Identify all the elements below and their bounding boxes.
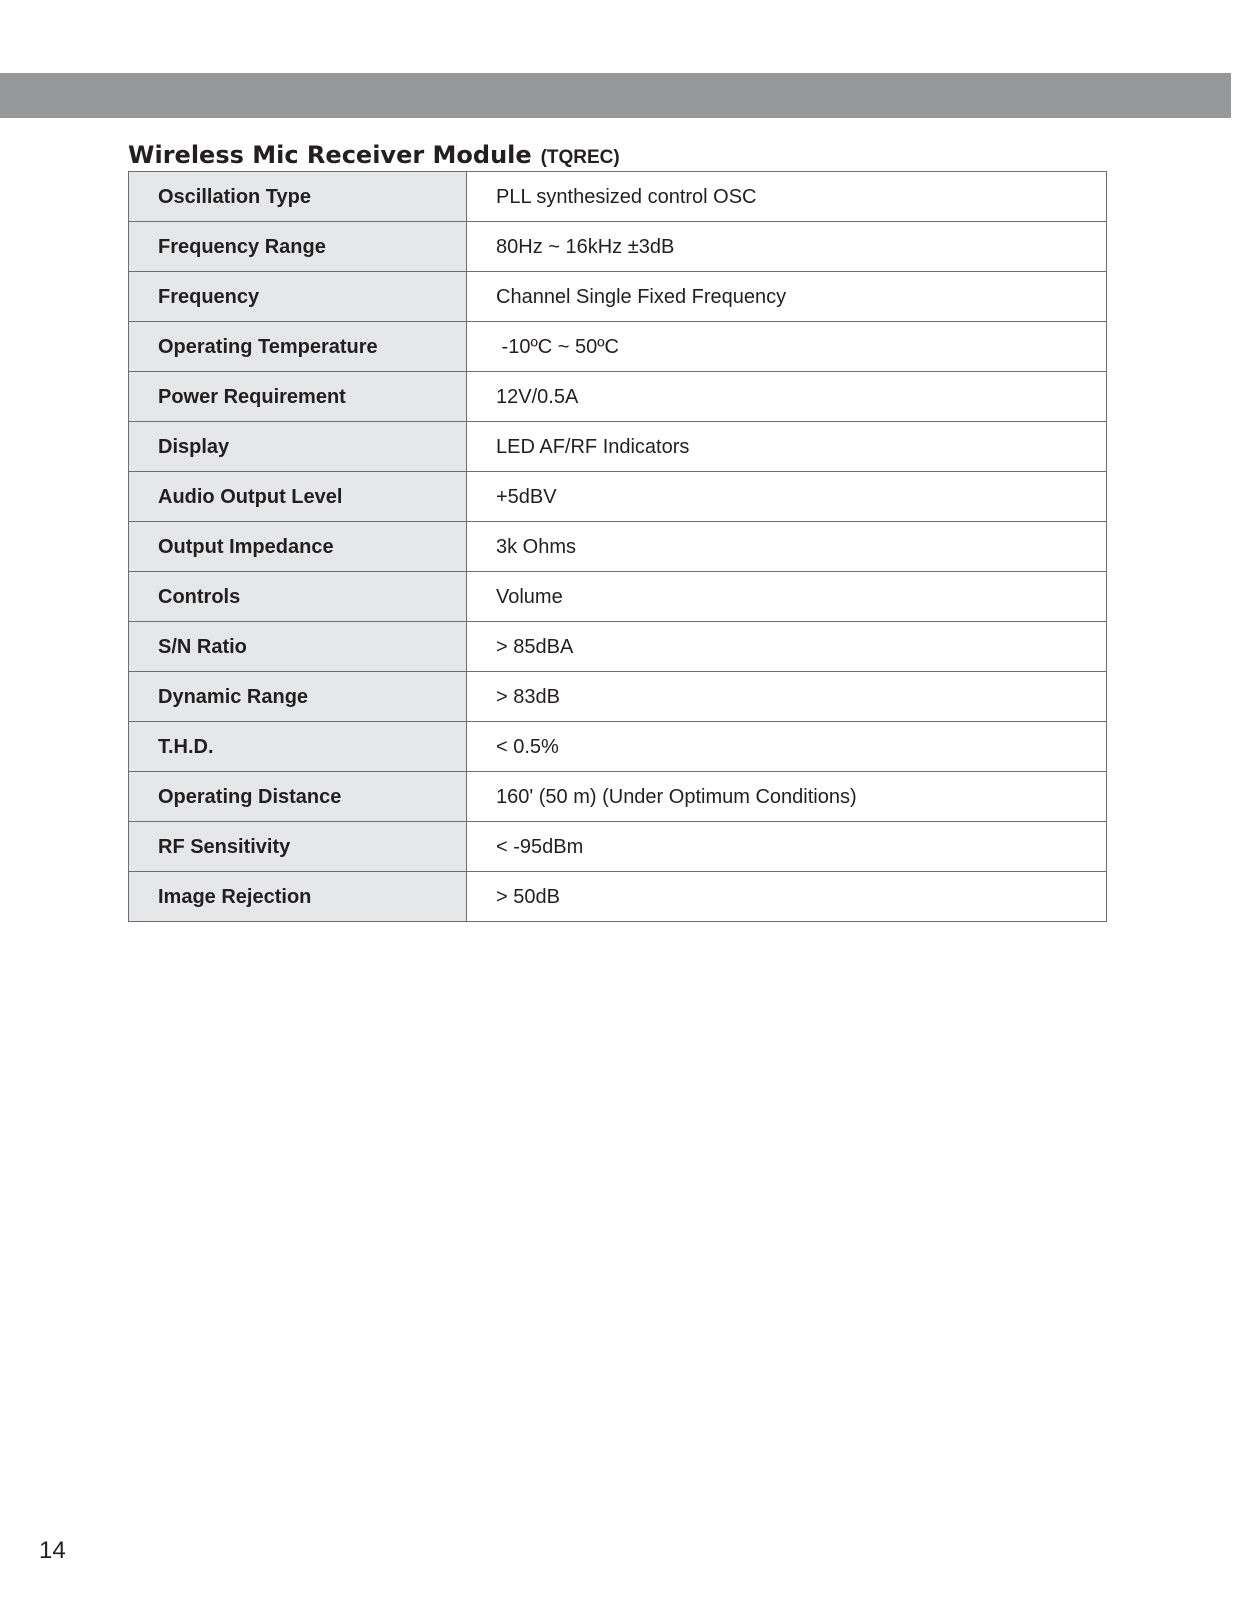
spec-value: +5dBV bbox=[467, 472, 1107, 522]
spec-label: RF Sensitivity bbox=[129, 822, 467, 872]
spec-value: 3k Ohms bbox=[467, 522, 1107, 572]
spec-row-rf-sensitivity bbox=[129, 822, 1107, 872]
spec-row-frequency bbox=[129, 272, 1107, 322]
spec-value: < -95dBm bbox=[467, 822, 1107, 872]
spec-value: LED AF/RF Indicators bbox=[467, 422, 1107, 472]
spec-row-audio-output-level bbox=[129, 472, 1107, 522]
spec-label: Audio Output Level bbox=[129, 472, 467, 522]
spec-label: Frequency Range bbox=[129, 222, 467, 272]
spec-label: Dynamic Range bbox=[129, 672, 467, 722]
spec-row-operating-distance bbox=[129, 772, 1107, 822]
spec-label: Controls bbox=[129, 572, 467, 622]
spec-label: Operating Temperature bbox=[129, 322, 467, 372]
spec-row-display bbox=[129, 422, 1107, 472]
spec-value: > 50dB bbox=[467, 872, 1107, 922]
section-title-text: Wireless Mic Receiver Module bbox=[128, 141, 532, 169]
model-code: (TQREC) bbox=[540, 147, 620, 168]
spec-value: Channel Single Fixed Frequency bbox=[467, 272, 1107, 322]
spec-value: > 85dBA bbox=[467, 622, 1107, 672]
spec-value: PLL synthesized control OSC bbox=[467, 172, 1107, 222]
spec-label: Display bbox=[129, 422, 467, 472]
spec-row-controls bbox=[129, 572, 1107, 622]
spec-label: S/N Ratio bbox=[129, 622, 467, 672]
spec-value: > 83dB bbox=[467, 672, 1107, 722]
spec-label: Operating Distance bbox=[129, 772, 467, 822]
spec-label: Frequency bbox=[129, 272, 467, 322]
spec-value: -10ºC ~ 50ºC bbox=[467, 322, 1107, 372]
section-title bbox=[128, 136, 620, 168]
spec-row-operating-temperature bbox=[129, 322, 1107, 372]
spec-label: T.H.D. bbox=[129, 722, 467, 772]
spec-label: Oscillation Type bbox=[129, 172, 467, 222]
spec-row-output-impedance bbox=[129, 522, 1107, 572]
spec-row-frequency-range bbox=[129, 222, 1107, 272]
spec-row-sn-ratio bbox=[129, 622, 1107, 672]
spec-label: Image Rejection bbox=[129, 872, 467, 922]
spec-row-thd bbox=[129, 722, 1107, 772]
spec-value: Volume bbox=[467, 572, 1107, 622]
spec-label: Output Impedance bbox=[129, 522, 467, 572]
spec-label: Power Requirement bbox=[129, 372, 467, 422]
spec-value: 160' (50 m) (Under Optimum Conditions) bbox=[467, 772, 1107, 822]
spec-value: 12V/0.5A bbox=[467, 372, 1107, 422]
spec-value: < 0.5% bbox=[467, 722, 1107, 772]
page-number: 14 bbox=[39, 1537, 66, 1564]
spec-value: 80Hz ~ 16kHz ±3dB bbox=[467, 222, 1107, 272]
spec-row-image-rejection bbox=[129, 872, 1107, 922]
spec-row-power-requirement bbox=[129, 372, 1107, 422]
spec-row-oscillation-type bbox=[129, 172, 1107, 222]
header-band bbox=[0, 73, 1231, 118]
spec-table bbox=[128, 171, 1107, 922]
spec-row-dynamic-range bbox=[129, 672, 1107, 722]
